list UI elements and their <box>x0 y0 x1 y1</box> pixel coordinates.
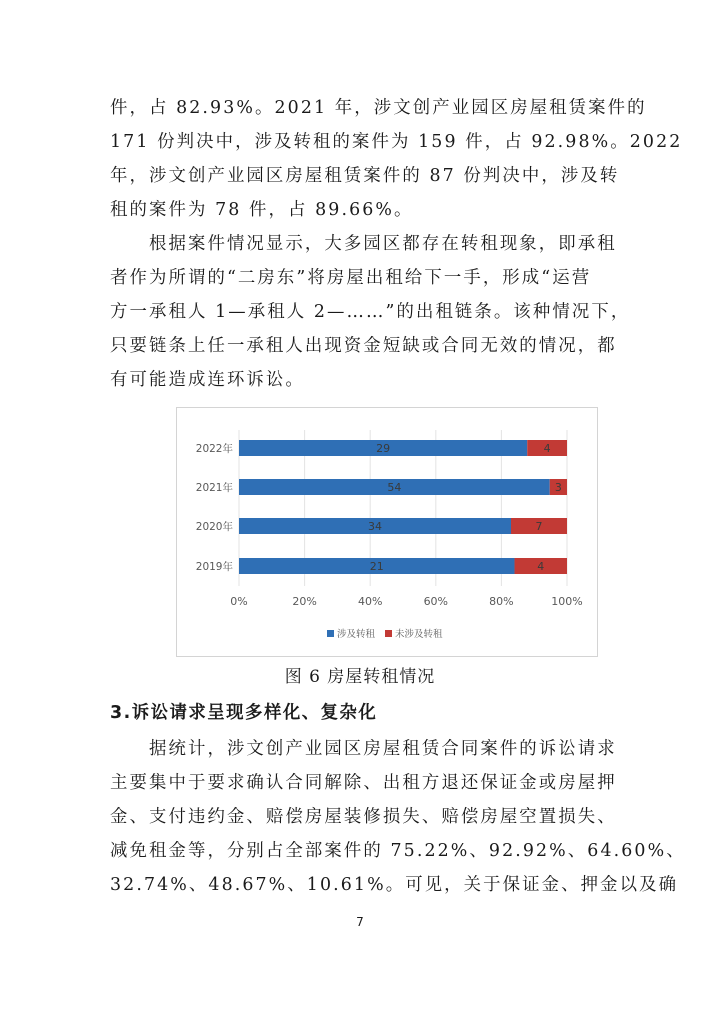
page-number: 7 <box>356 915 364 929</box>
text-line: 者作为所谓的“二房东”将房屋出租给下一手，形成“运营 <box>110 268 592 288</box>
paragraph-top-2 <box>110 227 631 397</box>
text-line: 减免租金等，分别占全部案件的 75.22%、92.92%、64.60%、 <box>110 841 686 861</box>
legend-swatch <box>385 630 392 637</box>
text-line: 方一承租人 1—承租人 2—……”的出租链条。该种情况下， <box>110 302 631 322</box>
text-line: 只要链条上任一承租人出现资金短缺或合同无效的情况，都 <box>110 336 617 356</box>
sublease-chart <box>176 407 598 657</box>
legend-label: 未涉及转租 <box>395 629 443 640</box>
chart-svg <box>177 408 597 656</box>
x-tick-label: 100% <box>551 595 583 608</box>
data-label: 29 <box>376 442 391 455</box>
text-line: 有可能造成连环诉讼。 <box>110 370 305 390</box>
figure-caption: 图 6 房屋转租情况 <box>284 667 436 687</box>
text-line: 根据案件情况显示，大多园区都存在转租现象，即承租 <box>110 234 617 254</box>
text-line: 32.74%、48.67%、10.61%。可见，关于保证金、押金以及确 <box>110 875 679 895</box>
category-label: 2020年 <box>195 521 233 533</box>
x-tick-label: 40% <box>357 595 383 608</box>
paragraph-top-1 <box>110 91 683 227</box>
data-label: 4 <box>543 442 551 455</box>
category-label: 2021年 <box>195 482 233 494</box>
data-label: 7 <box>535 520 543 533</box>
x-tick-label: 0% <box>230 595 248 608</box>
x-tick-label: 20% <box>292 595 317 608</box>
category-label: 2022年 <box>195 443 233 455</box>
data-label: 21 <box>369 560 384 573</box>
data-label: 54 <box>387 481 402 494</box>
text-line: 金、支付违约金、赔偿房屋装修损失、赔偿房屋空置损失、 <box>110 807 617 827</box>
data-label: 4 <box>537 560 545 573</box>
section-heading: 3.诉讼请求呈现多样化、复杂化 <box>110 703 378 723</box>
x-tick-label: 60% <box>423 595 449 608</box>
text-line: 171 份判决中，涉及转租的案件为 159 件，占 92.98%。2022 <box>110 132 683 152</box>
paragraph-bottom <box>110 732 686 902</box>
x-tick-label: 80% <box>489 595 514 608</box>
category-label: 2019年 <box>195 561 233 573</box>
text-line: 年，涉文创产业园区房屋租赁案件的 87 份判决中，涉及转 <box>110 166 620 186</box>
text-line: 件，占 82.93%。2021 年，涉文创产业园区房屋租赁案件的 <box>110 98 647 118</box>
data-label: 3 <box>554 481 562 494</box>
text-line: 主要集中于要求确认合同解除、出租方退还保证金或房屋押 <box>110 773 617 793</box>
text-line: 租的案件为 78 件，占 89.66%。 <box>110 200 414 220</box>
legend-label: 涉及转租 <box>337 629 376 640</box>
data-label: 34 <box>368 520 382 533</box>
text-line: 据统计，涉文创产业园区房屋租赁合同案件的诉讼请求 <box>110 739 617 759</box>
legend-swatch <box>327 630 334 637</box>
